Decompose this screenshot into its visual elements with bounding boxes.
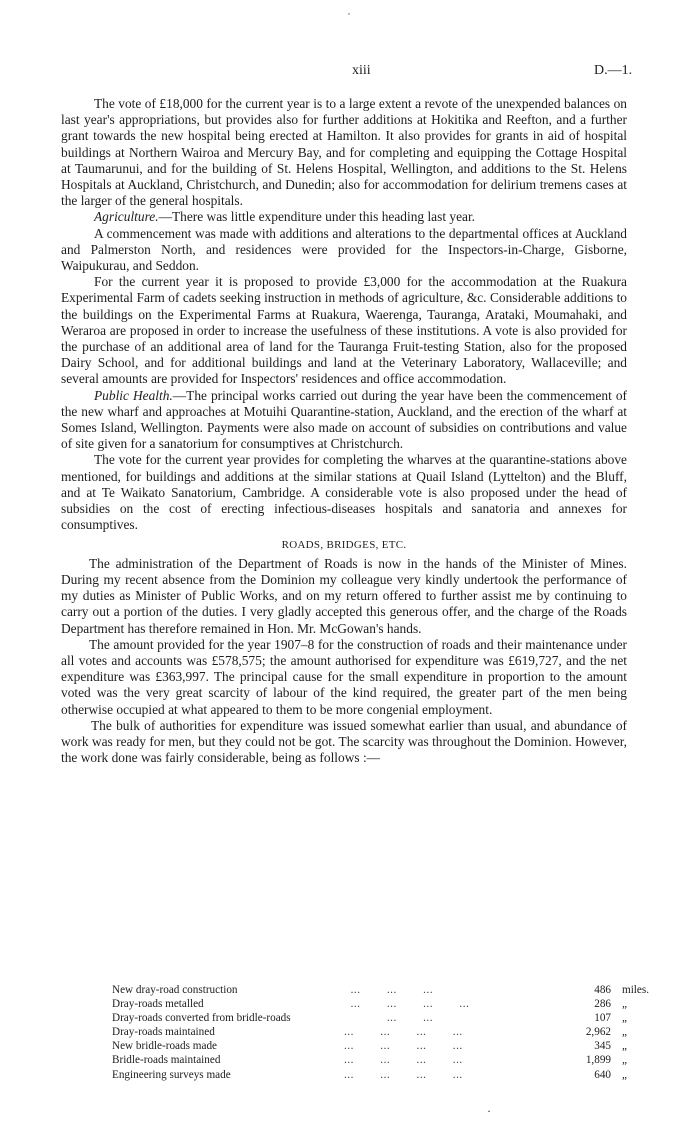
paragraph-roads-authorities: The bulk of authorities for expenditure was issued somewhat earlier than usual, and abundance of work was ready for men, but they could not be got. The scarcity was throughout the Dominion. However, the work done was fairly considerable, being as follows :— — [61, 717, 627, 766]
speck-mark: ˙ — [347, 10, 351, 24]
section-heading-roads: ROADS, BRIDGES, ETC. — [281, 539, 407, 552]
table-row — [112, 1025, 627, 1039]
table-row — [112, 1039, 627, 1053]
page-header — [0, 63, 700, 83]
row-value: 1,899 — [585, 1054, 611, 1067]
table-row — [112, 997, 627, 1011]
row-leader-dots: ... ... ... ... — [344, 1040, 463, 1053]
paragraph-agriculture — [61, 209, 627, 225]
document-reference: D.—1. — [594, 63, 633, 78]
row-value: 640 — [594, 1068, 611, 1081]
row-value: 345 — [594, 1040, 611, 1053]
public-health-heading: Public Health. — [94, 387, 173, 403]
row-leader-dots: ... ... ... ... — [344, 1054, 463, 1067]
row-unit: „ — [622, 1026, 627, 1039]
row-value: 107 — [594, 1012, 611, 1025]
row-value: 286 — [594, 998, 611, 1011]
table-row — [112, 1011, 627, 1025]
row-value: 2,962 — [585, 1026, 611, 1039]
row-unit: „ — [622, 1012, 627, 1025]
table-row — [112, 1068, 627, 1082]
row-leader-dots: ... ... ... ... — [344, 998, 470, 1011]
speck-mark: · — [487, 1104, 491, 1118]
paragraph-hospitals: The vote of £18,000 for the current year is to a large extent a revote of the unexpended balances on last year's appropriations, but provides also for further additions at Hokitika and Reefton, and a further grant towards the new hospital being erected at Hamilton. It also provides for grants in aid of hospital buildings at Northern Wairoa and Mercury Bay, and for completing and equipping the Cottage Hospital at Taumarunui, and for the building of St. Helens Hospital, Wellington, and additions to the St. Helens Hospitals at Auckland, Christchurch, and Dunedin; also for accommodation for delirium tremens cases at the larger of the general hospitals. — [61, 96, 627, 209]
body-text — [61, 96, 627, 766]
paragraph-agriculture-offices: A commencement was made with additions and alterations to the departmental offices at Auckland and Palmerston North, and residences were provided for the Inspectors-in-Charge, Gisborne, Waipukurau, and Seddon. — [61, 225, 627, 274]
row-label: New dray-road construction — [112, 984, 238, 996]
row-unit: „ — [622, 998, 627, 1011]
row-unit: „ — [622, 1068, 627, 1081]
row-label: Dray-roads metalled — [112, 998, 204, 1011]
public-health-text: —The principal works carried out during the year have been the commencement of the new wharf and approaches at Motuihi Quarantine-station, Auckland, and the erection of the wharf at Somes Island, Wellington. Payments were also made on account of subsidies on contributions and value of site given for a sanatorium for consumptives at Christchurch. — [61, 387, 627, 452]
table-row — [112, 1053, 627, 1067]
paragraph-quarantine: The vote for the current year provides for completing the wharves at the quarantine-stations above mentioned, for buildings and additions at the similar stations at Quail Island (Lyttelton) and the Bluff, and at Te Waikato Sanatorium, Cambridge. A considerable vote is also proposed under the head of subsidies on the cost of erecting infectious-diseases hospitals and sanatoria and annexes for consumptives. — [61, 452, 627, 533]
table-row — [112, 983, 650, 997]
row-value: 486 — [594, 984, 611, 996]
row-unit: „ — [622, 1040, 627, 1053]
work-done-table — [112, 983, 650, 1082]
row-label: Dray-roads converted from bridle-roads — [112, 1012, 291, 1025]
agriculture-heading: Agriculture. — [94, 209, 159, 225]
row-label: Bridle-roads maintained — [112, 1054, 221, 1067]
row-label: New bridle-roads made — [112, 1040, 217, 1053]
row-unit: miles. — [622, 984, 650, 996]
row-label: Dray-roads maintained — [112, 1026, 215, 1039]
paragraph-public-health — [61, 388, 627, 453]
row-leader-dots: ... ... ... ... — [344, 1026, 463, 1039]
row-leader-dots: ... ... ... — [344, 984, 434, 996]
row-unit: „ — [622, 1054, 627, 1067]
paragraph-agriculture-current-year: For the current year it is proposed to provide £3,000 for the accommodation at the Ruakura Experimental Farm of cadets seeking instruction in methods of agriculture, &c. Considerable additions to the buildings on the Experimental Farms at Ruakura, Waerenga, Tauranga, Arataki, Moumahaki, and Weraroa are proposed in order to increase the usefulness of these institutions. A vote is also provided for the purchase of an additional area of land for the Tauranga Fruit-testing Station, also for the proposed Dairy School, and for additional buildings and land at the Veterinary Laboratory, Wallaceville; and several amounts are provided for Inspectors' residences and office accommodation. — [61, 274, 627, 387]
agriculture-text: —There was little expenditure under this heading last year. — [158, 209, 476, 225]
paragraph-roads-expenditure: The amount provided for the year 1907–8 for the construction of roads and their maintenance under all votes and accounts was £578,575; the amount authorised for expenditure was £619,727, and the net expenditure was £363,997. The principal cause for the small expenditure in proportion to the amount voted was the very great scarcity of labour of the kind required, the greater part of the men being otherwise occupied at what appeared to them to be more congenial employment. — [61, 636, 627, 717]
row-label: Engineering surveys made — [112, 1068, 231, 1081]
row-leader-dots: ... ... ... ... — [344, 1068, 463, 1081]
page-number: xiii — [352, 63, 371, 78]
row-leader-dots: ... ... — [344, 1012, 434, 1025]
paragraph-roads-administration: The administration of the Department of Roads is now in the hands of the Minister of Mines. During my recent absence from the Dominion my colleague very kindly undertook the performance of my duties as Minister of Public Works, and on my return offered to further assist me by continuing to carry out a portion of the duties. I very gladly accepted this generous offer, and the charge of the Roads Department has therefore remained in Hon. Mr. McGowan's hands. — [61, 555, 627, 636]
